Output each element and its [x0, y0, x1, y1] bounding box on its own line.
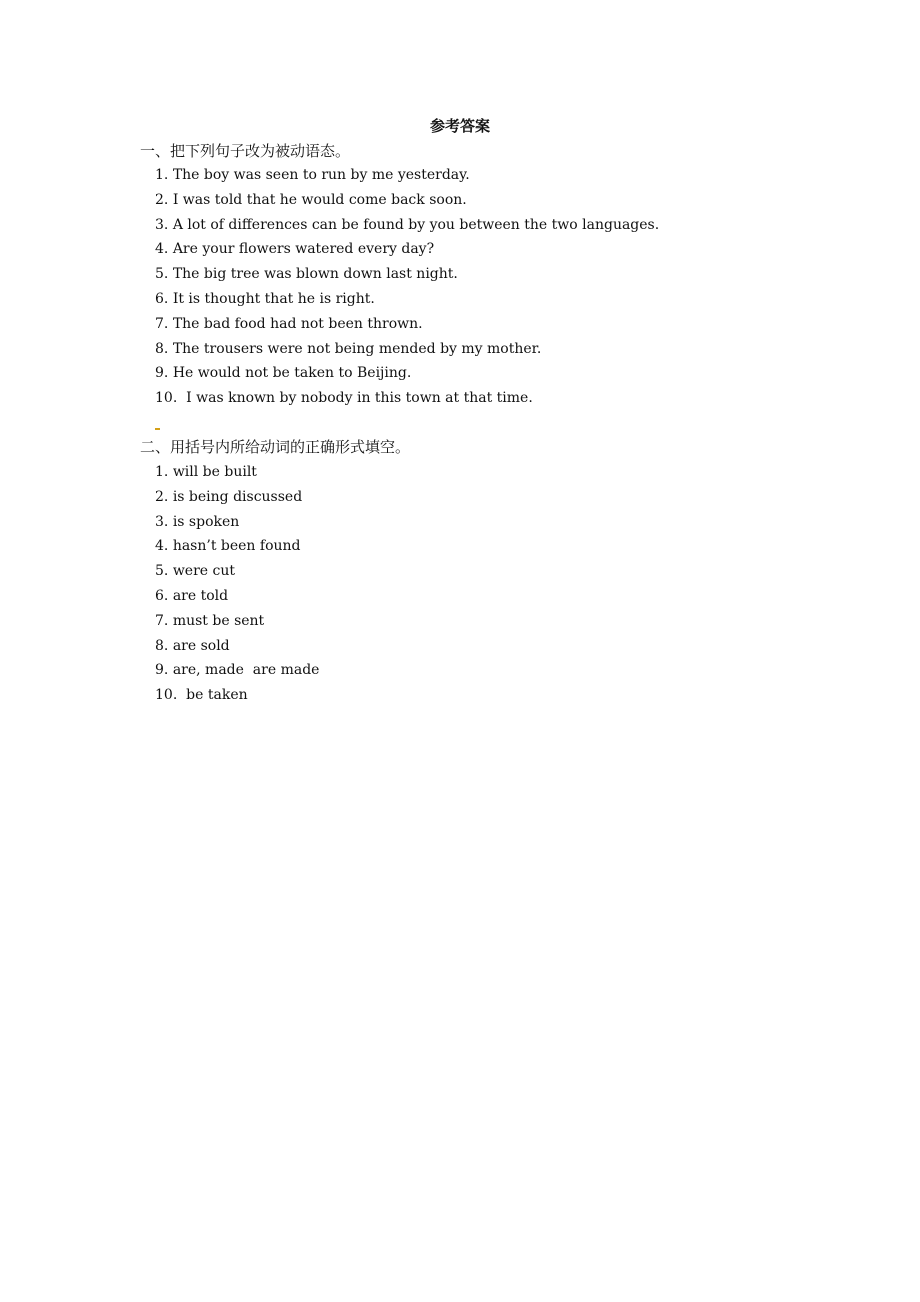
item-number: 1. — [155, 167, 169, 183]
item-number: 3. — [155, 216, 169, 233]
item-number: 5. — [155, 563, 169, 580]
item-text: I was told that he would come back soon. — [172, 191, 467, 208]
item-number: 8. — [155, 637, 169, 654]
item-number: 6. — [155, 587, 169, 604]
item-number: 2. — [155, 191, 169, 208]
section-2-heading: 二、用括号内所给动词的正确形式填空。 — [140, 438, 411, 456]
list-item — [155, 337, 659, 362]
section-2-list — [155, 460, 319, 708]
list-item — [155, 386, 659, 411]
list-item — [155, 460, 319, 485]
item-number: 10. — [155, 390, 178, 407]
list-item — [155, 510, 319, 535]
item-text: The trousers were not being mended by my mother. — [172, 340, 542, 357]
section-1-list — [155, 163, 659, 411]
item-text: is being discussed — [172, 488, 303, 505]
item-number: 2. — [155, 488, 169, 505]
item-text: The boy was seen to run by me yesterday. — [172, 167, 470, 183]
item-number: 3. — [155, 513, 169, 530]
item-number: 7. — [155, 612, 169, 629]
item-text: Are your flowers watered every day? — [172, 241, 435, 258]
item-number: 9. — [155, 662, 169, 679]
list-item — [155, 361, 659, 386]
item-text: It is thought that he is right. — [172, 290, 375, 307]
item-number: 8. — [155, 340, 169, 357]
item-text: is spoken — [172, 513, 240, 530]
list-item — [155, 683, 319, 708]
item-text: are, made are made — [172, 662, 320, 679]
list-item — [155, 658, 319, 683]
item-text: A lot of differences can be found by you between the two languages. — [172, 216, 660, 233]
item-number: 6. — [155, 290, 169, 307]
item-number: 4. — [155, 538, 169, 555]
item-text: I was known by nobody in this town at that time. — [181, 390, 533, 407]
item-number: 4. — [155, 241, 169, 258]
list-item — [155, 163, 659, 188]
item-number: 1. — [155, 464, 169, 480]
page-title: 参考答案 — [429, 117, 490, 135]
item-text: He would not be taken to Beijing. — [172, 365, 412, 382]
list-item — [155, 534, 319, 559]
list-item — [155, 237, 659, 262]
item-text: The bad food had not been thrown. — [172, 315, 423, 332]
item-text: must be sent — [172, 612, 265, 629]
item-text: The big tree was blown down last night. — [172, 266, 458, 283]
item-text: were cut — [172, 563, 235, 580]
list-item — [155, 262, 659, 287]
list-item — [155, 559, 319, 584]
list-item — [155, 213, 659, 238]
list-item — [155, 634, 319, 659]
item-number: 10. — [155, 687, 178, 704]
list-item — [155, 609, 319, 634]
list-item — [155, 287, 659, 312]
item-text: hasn’t been found — [172, 538, 301, 555]
item-text: will be built — [172, 464, 257, 480]
list-item — [155, 485, 319, 510]
item-number: 7. — [155, 315, 169, 332]
item-text: are sold — [172, 637, 230, 654]
item-number: 5. — [155, 266, 169, 283]
item-text: are told — [172, 587, 229, 604]
section-1-heading: 一、把下列句子改为被动语态。 — [140, 142, 351, 160]
list-item — [155, 312, 659, 337]
list-item — [155, 188, 659, 213]
edit-marker — [155, 428, 160, 430]
list-item — [155, 584, 319, 609]
item-text: be taken — [181, 687, 248, 704]
item-number: 9. — [155, 365, 169, 382]
